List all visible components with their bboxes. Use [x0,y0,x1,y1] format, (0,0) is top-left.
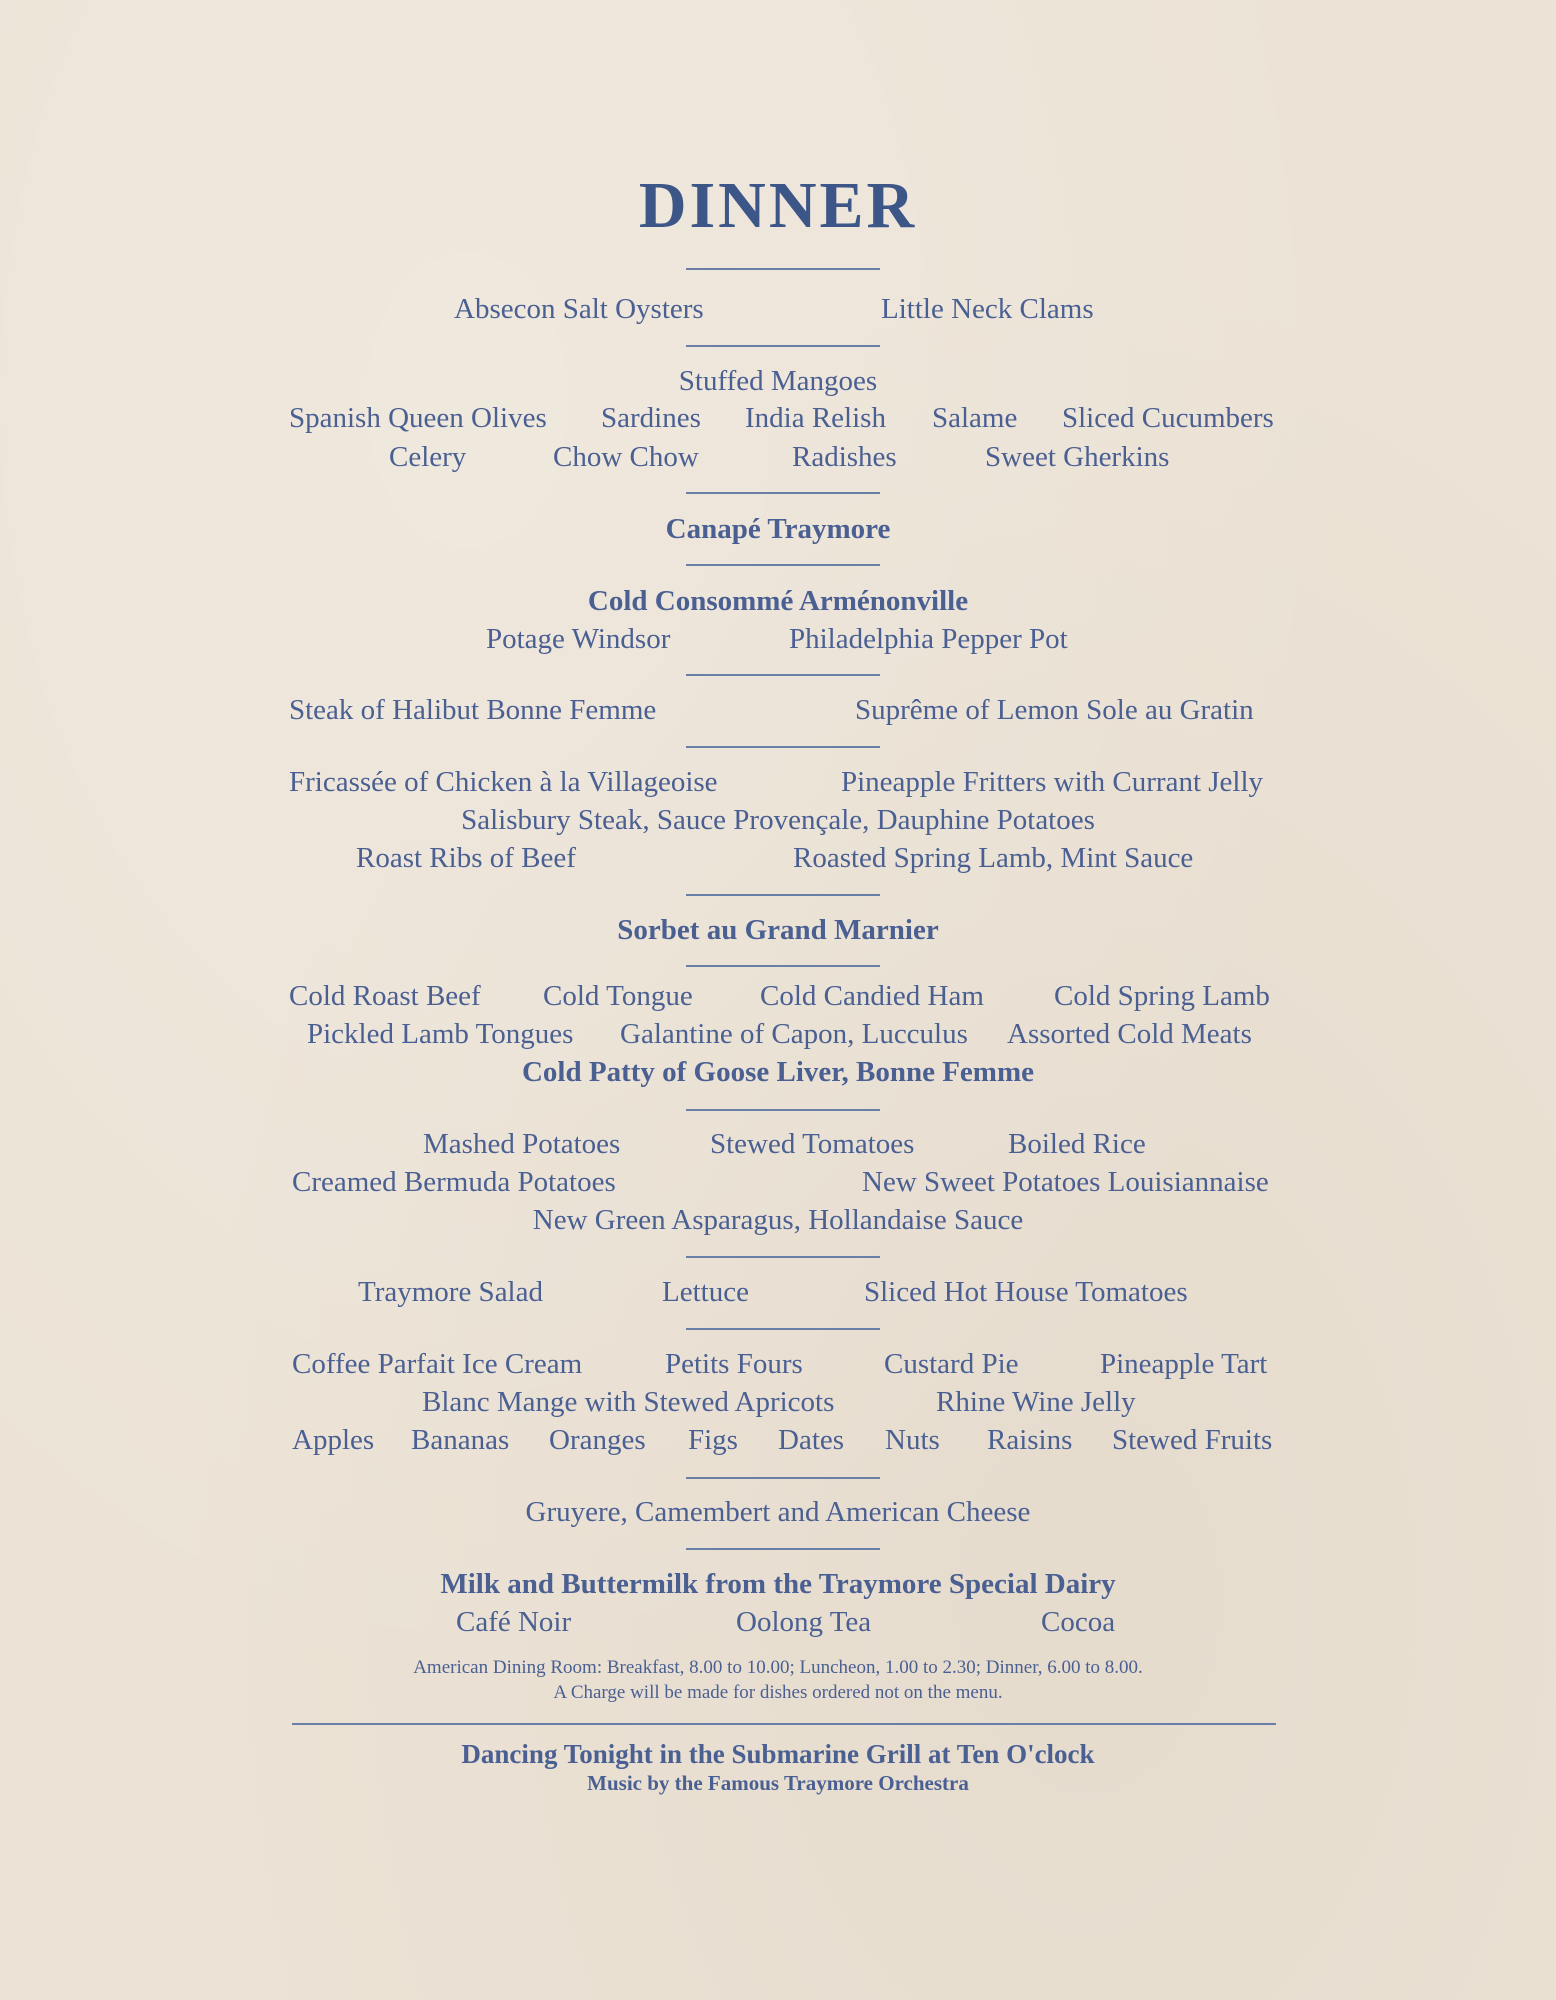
menu-item: Blanc Mange with Stewed Apricots [422,1386,835,1418]
menu-item: Absecon Salt Oysters [454,293,704,325]
cold-row-1 [0,976,1556,1016]
menu-item: New Sweet Potatoes Louisiannaise [862,1166,1269,1198]
menu-item: Sweet Gherkins [985,441,1170,473]
menu-item: Mashed Potatoes [423,1128,621,1160]
vegetables-row-2 [0,1162,1556,1202]
divider [686,1109,880,1111]
divider [686,1548,880,1550]
menu-item: Creamed Bermuda Potatoes [292,1166,616,1198]
divider [686,894,880,896]
fish-row [0,690,1556,730]
menu-item: Roast Ribs of Beef [356,842,576,874]
entrees-row-3 [0,838,1556,878]
menu-item: Cold Candied Ham [760,980,984,1012]
menu-item: Figs [688,1424,738,1456]
desserts-row-2 [0,1382,1556,1422]
divider [686,674,880,676]
menu-item: India Relish [745,402,886,434]
menu-item: Cold Roast Beef [289,980,481,1012]
menu-item: Salisbury Steak, Sauce Provençale, Dauphine Potatoes [461,804,1095,836]
menu-item: Chow Chow [553,441,699,473]
menu-item: Pineapple Fritters with Currant Jelly [841,766,1264,798]
menu-item-featured: Canapé Traymore [665,513,891,545]
menu-item: Galantine of Capon, Lucculus [620,1018,968,1050]
salads-row [0,1272,1556,1312]
beverages-row [0,1602,1556,1642]
menu-item: Celery [389,441,467,473]
notice-charge-row [0,1680,1556,1706]
entrees-row-1 [0,762,1556,802]
charge-notice: A Charge will be made for dishes ordered not on the menu. [553,1682,1003,1703]
soup-special-row [0,581,1556,621]
menu-item: Roasted Spring Lamb, Mint Sauce [793,842,1194,874]
menu-item: Pickled Lamb Tongues [307,1018,574,1050]
menu-item: Cocoa [1041,1606,1116,1638]
divider [686,1328,880,1330]
menu-item: Sliced Hot House Tomatoes [864,1276,1188,1308]
menu-item: Radishes [792,441,897,473]
relishes-top [0,361,1556,401]
divider [686,345,880,347]
menu-item: Stewed Fruits [1112,1424,1273,1456]
menu-item: Apples [292,1424,375,1456]
menu-item: Nuts [885,1424,940,1456]
divider [686,564,880,566]
menu-item: Rhine Wine Jelly [936,1386,1136,1418]
menu-item: New Green Asparagus, Hollandaise Sauce [532,1204,1024,1236]
menu-item: Lettuce [662,1276,749,1308]
menu-item: Petits Fours [665,1348,803,1380]
menu-item: Boiled Rice [1008,1128,1146,1160]
vegetables-row-1 [0,1124,1556,1164]
menu-item: Spanish Queen Olives [289,402,547,434]
menu-item: Fricassée of Chicken à la Villageoise [289,766,718,798]
menu-item-featured: Cold Patty of Goose Liver, Bonne Femme [521,1056,1034,1088]
soups-row [0,619,1556,659]
divider [686,746,880,748]
menu-item: Cold Tongue [543,980,693,1012]
menu-item: Assorted Cold Meats [1007,1018,1252,1050]
menu-item: Coffee Parfait Ice Cream [292,1348,583,1380]
dancing-announcement: Dancing Tonight in the Submarine Grill at Ten O'clock [461,1739,1095,1769]
divider [686,1256,880,1258]
dancing-row [0,1734,1556,1774]
menu-item: Dates [778,1424,845,1456]
menu-item: Oranges [549,1424,646,1456]
menu-item: Pineapple Tart [1100,1348,1268,1380]
menu-item: Bananas [411,1424,510,1456]
music-announcement: Music by the Famous Traymore Orchestra [587,1771,969,1795]
desserts-row-3 [0,1420,1556,1460]
menu-item: Suprême of Lemon Sole au Gratin [855,694,1254,726]
menu-item: Gruyere, Camembert and American Cheese [525,1496,1031,1528]
menu-item: Sliced Cucumbers [1062,402,1274,434]
menu-item: Custard Pie [884,1348,1019,1380]
menu-item: Steak of Halibut Bonne Femme [289,694,657,726]
relishes-row-1 [0,398,1556,438]
vegetables-row-3 [0,1200,1556,1240]
menu-item: Salame [932,402,1018,434]
menu-item: Traymore Salad [358,1276,543,1308]
menu-item: Cold Spring Lamb [1054,980,1270,1012]
cold-row-2 [0,1014,1556,1054]
menu-item-featured: Milk and Buttermilk from the Traymore Special Dairy [440,1568,1116,1600]
oysters-row [0,289,1556,329]
sorbet-row [0,910,1556,950]
menu-item: Philadelphia Pepper Pot [789,623,1068,655]
dining-hours-notice: American Dining Room: Breakfast, 8.00 to 10.00; Luncheon, 1.00 to 2.30; Dinner, 6.00 to 8.00. [413,1657,1143,1678]
canape-row [0,509,1556,549]
menu-item: Oolong Tea [736,1606,872,1638]
divider [686,268,880,270]
menu-item: Sardines [601,402,701,434]
divider [686,1477,880,1479]
menu-item: Raisins [987,1424,1073,1456]
divider [686,492,880,494]
menu-title: DINNER [638,169,918,242]
desserts-row-1 [0,1344,1556,1384]
cheese-row [0,1492,1556,1532]
divider [686,965,880,967]
cold-special-row [0,1052,1556,1092]
menu-item: Potage Windsor [486,623,671,655]
menu-item: Stewed Tomatoes [710,1128,915,1160]
entrees-row-2 [0,800,1556,840]
menu-item: Little Neck Clams [881,293,1094,325]
menu-item-featured: Cold Consommé Arménonville [587,585,969,617]
music-row [0,1769,1556,1797]
dairy-row [0,1564,1556,1604]
menu-item: Café Noir [456,1606,572,1638]
menu-item-featured: Sorbet au Grand Marnier [617,914,939,946]
footer-divider [292,1723,1276,1725]
menu-item: Stuffed Mangoes [678,365,878,397]
notice-hours-row [0,1655,1556,1681]
relishes-row-2 [0,437,1556,477]
